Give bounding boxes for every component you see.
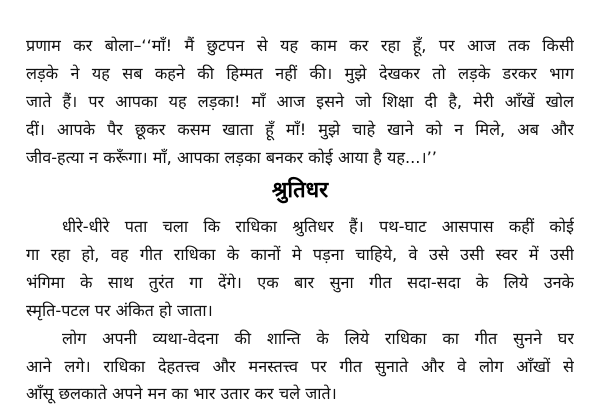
- text-line: प्रणाम कर बोला–‘‘माँ! मैं छुटपन से यह काम कर रहा हूँ, पर आज तक किसी: [26, 36, 574, 55]
- text-line: धीरे-धीरे पता चला कि राधिका श्रुतिधर हैं। पथ-घाट आसपास कहीं कोई: [62, 217, 574, 236]
- text-line: आने लगे। राधिका देहतत्त्व और मनस्तत्त्व पर गीत सुनाते और वे लोग आँखों से: [26, 357, 574, 376]
- text-line: स्मृति-पटल पर अंकित हो जाता।: [26, 301, 213, 320]
- text-line: आँसू छलकाते अपने मन का भार उतार कर चले जाते।: [26, 384, 337, 403]
- text-line: लोग अपनी व्यथा-वेदना की शान्ति के लिये राधिका का गीत सुनने घर: [62, 329, 574, 348]
- text-line: दीं। आपके पैर छूकर कसम खाता हूँ माँ! मुझे चाहे खाने को न मिले, अब और: [26, 120, 574, 139]
- text-line: भंगिमा के साथ तुरंत गा देंगे। एक बार सुना गीत सदा-सदा के लिये उनके: [26, 273, 574, 292]
- section-heading: श्रुतिधर: [271, 178, 329, 203]
- text-line: लड़के ने यह सब कहने की हिम्मत नहीं की। मुझे देखकर तो लड़के डरकर भाग: [26, 64, 574, 83]
- text-line: जाते हैं। पर आपका यह लड़का! माँ आज इसने जो शिक्षा दी है, मेरी आँखें खोल: [26, 92, 574, 111]
- text-line: गा रहा हो, वह गीत राधिका के कानों मे पड़ना चाहिये, वे उसे उसी स्वर में उसी: [26, 245, 574, 264]
- text-line: जीव-हत्या न करूँगा। माँ, आपका लड़का बनकर कोई आया है यह...।’’: [26, 148, 437, 167]
